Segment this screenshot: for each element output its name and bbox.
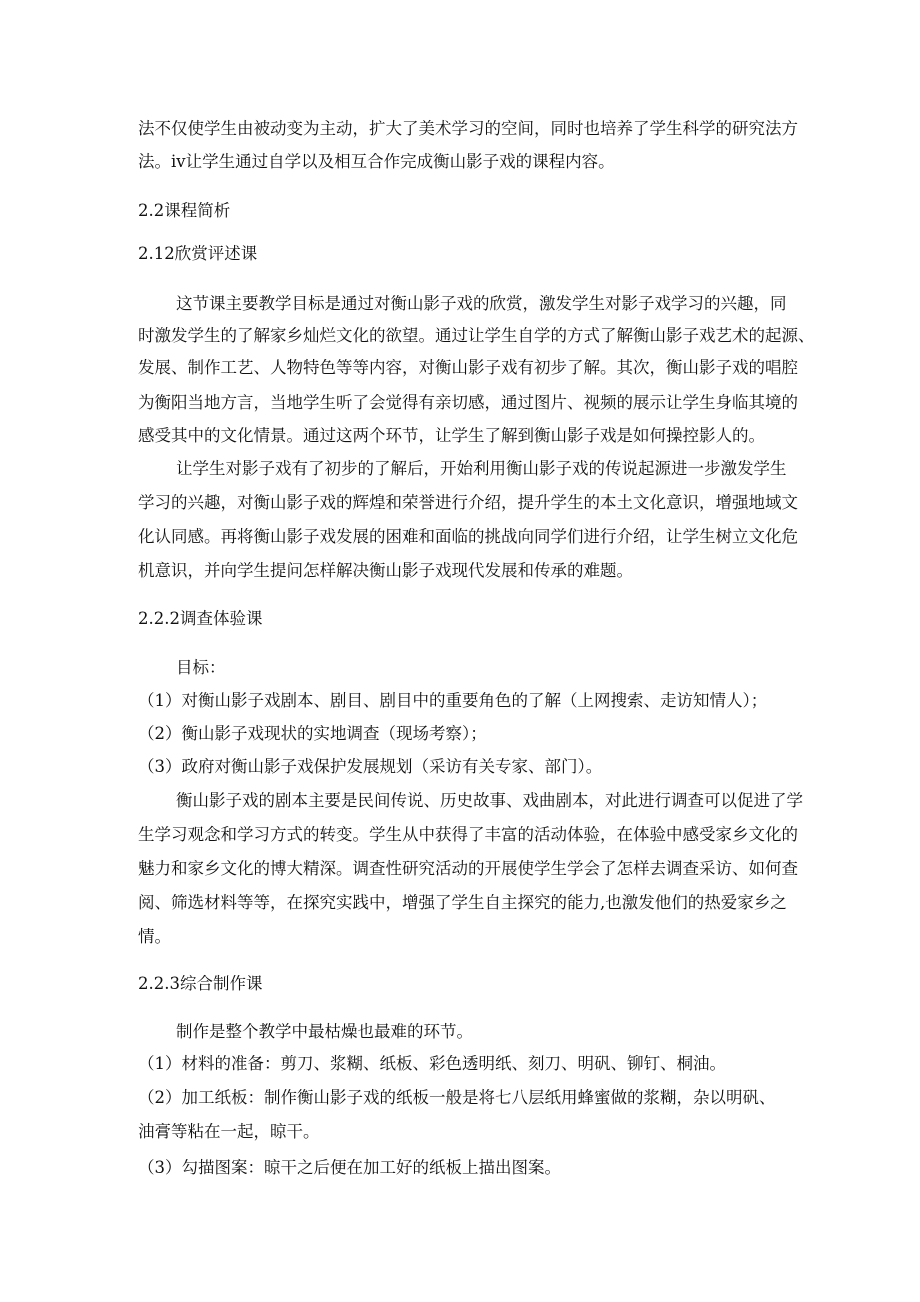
section-2-12-para1-line-3: 发展、制作工艺、人物特色等等内容，对衡山影子戏有初步了解。其次，衡山影子戏的唱腔 [138, 358, 798, 377]
section-2-2-3-item-1: （1）材料的准备：剪刀、浆糊、纸板、彩色透明纸、刻刀、明矾、铆钉、桐油。 [138, 1054, 726, 1073]
section-2-2-2-para-line-1: 衡山影子戏的剧本主要是民间传说、历史故事、戏曲剧本，对此进行调查可以促进了学 [176, 791, 803, 810]
section-2-12-para1-line-1: 这节课主要教学目标是通过对衡山影子戏的欣赏，激发学生对影子戏学习的兴趣，同 [176, 294, 787, 313]
section-2-2-heading: 2.2课程简析 [138, 201, 231, 220]
section-2-2-2-item-3: （3）政府对衡山影子戏保护发展规划（采访有关专家、部门）。 [138, 757, 603, 776]
section-2-12-heading: 2.12欣赏评述课 [138, 244, 258, 263]
section-2-2-2-para-line-2: 生学习观念和学习方式的转变。学生从中获得了丰富的活动体验，在体验中感受家乡文化的 [138, 825, 798, 844]
intro-line-2: 法。iv让学生通过自学以及相互合作完成衡山影子戏的课程内容。 [138, 152, 615, 171]
section-2-2-2-para-line-4: 阅、筛选材料等等，在探究实践中，增强了学生自主探究的能力,也激发他们的热爱家乡之 [138, 893, 787, 912]
section-2-2-2-heading: 2.2.2调查体验课 [138, 609, 263, 628]
intro-line-1: 法不仅使学生由被动变为主动，扩大了美术学习的空间，同时也培养了学生科学的研究法方 [138, 119, 798, 138]
section-2-12-para2-line-3: 化认同感。再将衡山影子戏发展的困难和面临的挑战向同学们进行介绍，让学生树立文化危 [138, 527, 798, 546]
section-2-2-3-item-2-line-1: （2）加工纸板：制作衡山影子戏的纸板一般是将七八层纸用蜂蜜做的浆糊，杂以明矾、 [138, 1088, 776, 1107]
section-2-12-para1-line-5: 感受其中的文化情景。通过这两个环节，让学生了解到衡山影子戏是如何操控影人的。 [138, 426, 765, 445]
section-2-2-2-goal-label: 目标： [176, 658, 226, 677]
section-2-2-3-heading: 2.2.3综合制作课 [138, 974, 263, 993]
section-2-12-para2-line-2: 学习的兴趣，对衡山影子戏的辉煌和荣誉进行介绍，提升学生的本土文化意识，增强地域文 [138, 493, 798, 512]
section-2-2-2-para-line-5: 情。 [138, 927, 171, 946]
section-2-2-2-item-2: （2）衡山影子戏现状的实地调查（现场考察）； [138, 724, 487, 743]
section-2-2-3-item-2-line-2: 油膏等粘在一起，晾干。 [138, 1122, 320, 1141]
section-2-12-para2-line-1: 让学生对影子戏有了初步的了解后，开始利用衡山影子戏的传说起源进一步激发学生 [176, 459, 787, 478]
section-2-2-2-item-1: （1）对衡山影子戏剧本、剧目、剧目中的重要角色的了解（上网搜索、走访知情人）； [138, 691, 768, 710]
section-2-12-para1-line-4: 为衡阳当地方言，当地学生听了会觉得有亲切感，通过图片、视频的展示让学生身临其境的 [138, 393, 798, 412]
section-2-2-2-para-line-3: 魅力和家乡文化的博大精深。调查性研究活动的开展使学生学会了怎样去调查采访、如何查 [138, 859, 798, 878]
section-2-2-3-intro: 制作是整个教学中最枯燥也最难的环节。 [176, 1022, 473, 1041]
section-2-2-3-item-3: （3）勾描图案：晾干之后便在加工好的纸板上描出图案。 [138, 1158, 561, 1177]
section-2-12-para2-line-4: 机意识，并向学生提问怎样解决衡山影子戏现代发展和传承的难题。 [138, 561, 633, 580]
section-2-12-para1-line-2: 时激发学生的了解家乡灿烂文化的欲望。通过让学生自学的方式了解衡山影子戏艺术的起源、 [138, 326, 815, 345]
